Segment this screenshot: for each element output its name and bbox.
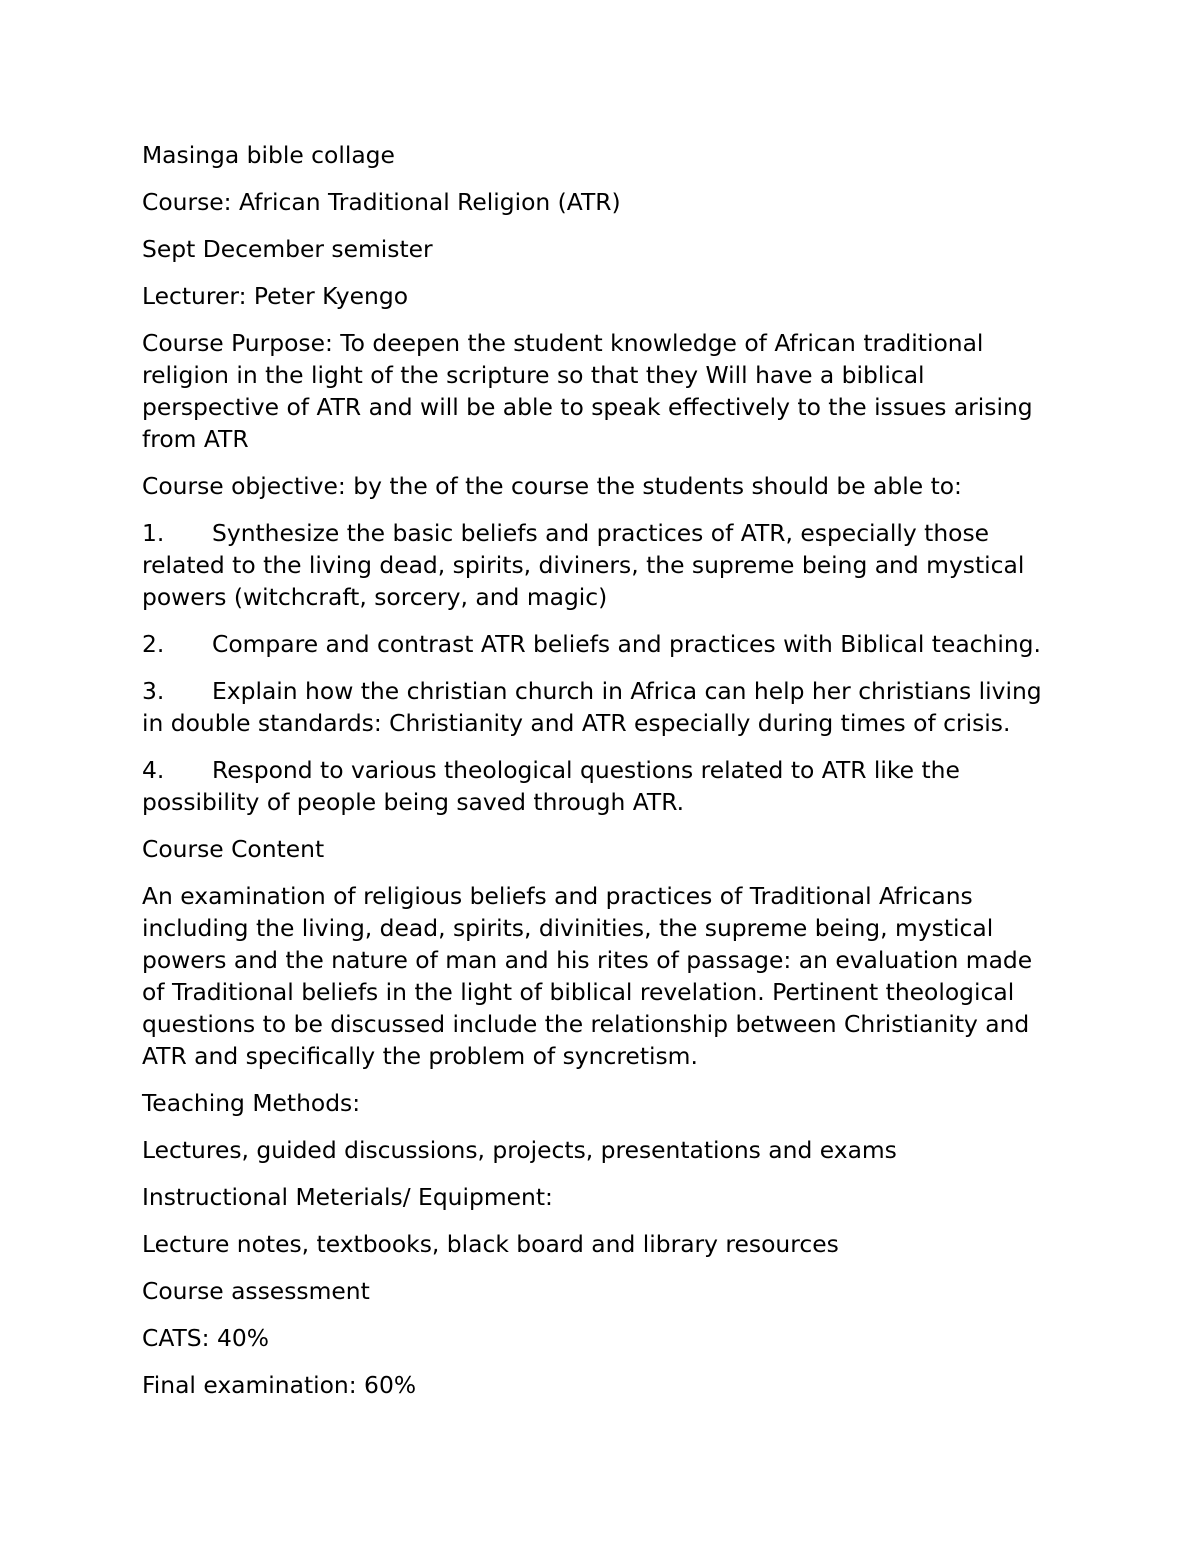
teaching-heading: Teaching Methods: [142, 1089, 361, 1117]
semester: Sept December semister [142, 235, 433, 263]
cats-weight: CATS: 40% [142, 1324, 269, 1352]
objective-number: 3. [142, 677, 165, 705]
objective-item [142, 628, 1062, 660]
objective-item [142, 517, 1062, 613]
objective-text: Explain how the christian church in Africa can help her christians living in double standards: Christianity and ATR especially during times of crisis. [142, 677, 1042, 737]
final-exam-weight: Final examination: 60% [142, 1371, 417, 1399]
objective-item [142, 675, 1062, 739]
content-text: An examination of religious beliefs and practices of Traditional Africans including the living, dead, spirits, divinities, the supreme being, mystical powers and the nature of man and his rites of passage: an evaluation made of Traditional beliefs in the light of biblical revelation. Pertinent theological questions to be discussed include the relationship between Christianity and ATR and specifically the problem of syncretism. [142, 882, 1033, 1070]
materials-heading: Instructional Meterials/ Equipment: [142, 1183, 553, 1211]
content-heading: Course Content [142, 835, 325, 863]
teaching-text: Lectures, guided discussions, projects, presentations and exams [142, 1136, 897, 1164]
objective-text: Synthesize the basic beliefs and practices of ATR, especially those related to the living dead, spirits, diviners, the supreme being and mystical powers (witchcraft, sorcery, and magic) [142, 519, 1025, 611]
lecturer: Lecturer: Peter Kyengo [142, 282, 409, 310]
objective-heading: Course objective: by the of the course the students should be able to: [142, 472, 962, 500]
objective-number: 4. [142, 756, 165, 784]
course-purpose: Course Purpose: To deepen the student knowledge of African traditional religion in the light of the scripture so that they Will have a biblical perspective of ATR and will be able to speak effectively to the issues arising from ATR [142, 329, 1033, 453]
objective-text: Respond to various theological questions related to ATR like the possibility of people being saved through ATR. [142, 756, 960, 816]
objective-number: 1. [142, 519, 165, 547]
objective-item [142, 754, 1062, 818]
college-name: Masinga bible collage [142, 141, 395, 169]
objective-number: 2. [142, 630, 165, 658]
course-title: Course: African Traditional Religion (ATR) [142, 188, 621, 216]
objective-text: Compare and contrast ATR beliefs and practices with Biblical teaching. [212, 630, 1041, 658]
assessment-heading: Course assessment [142, 1277, 370, 1305]
document-body [142, 139, 1062, 1416]
materials-text: Lecture notes, textbooks, black board and library resources [142, 1230, 839, 1258]
